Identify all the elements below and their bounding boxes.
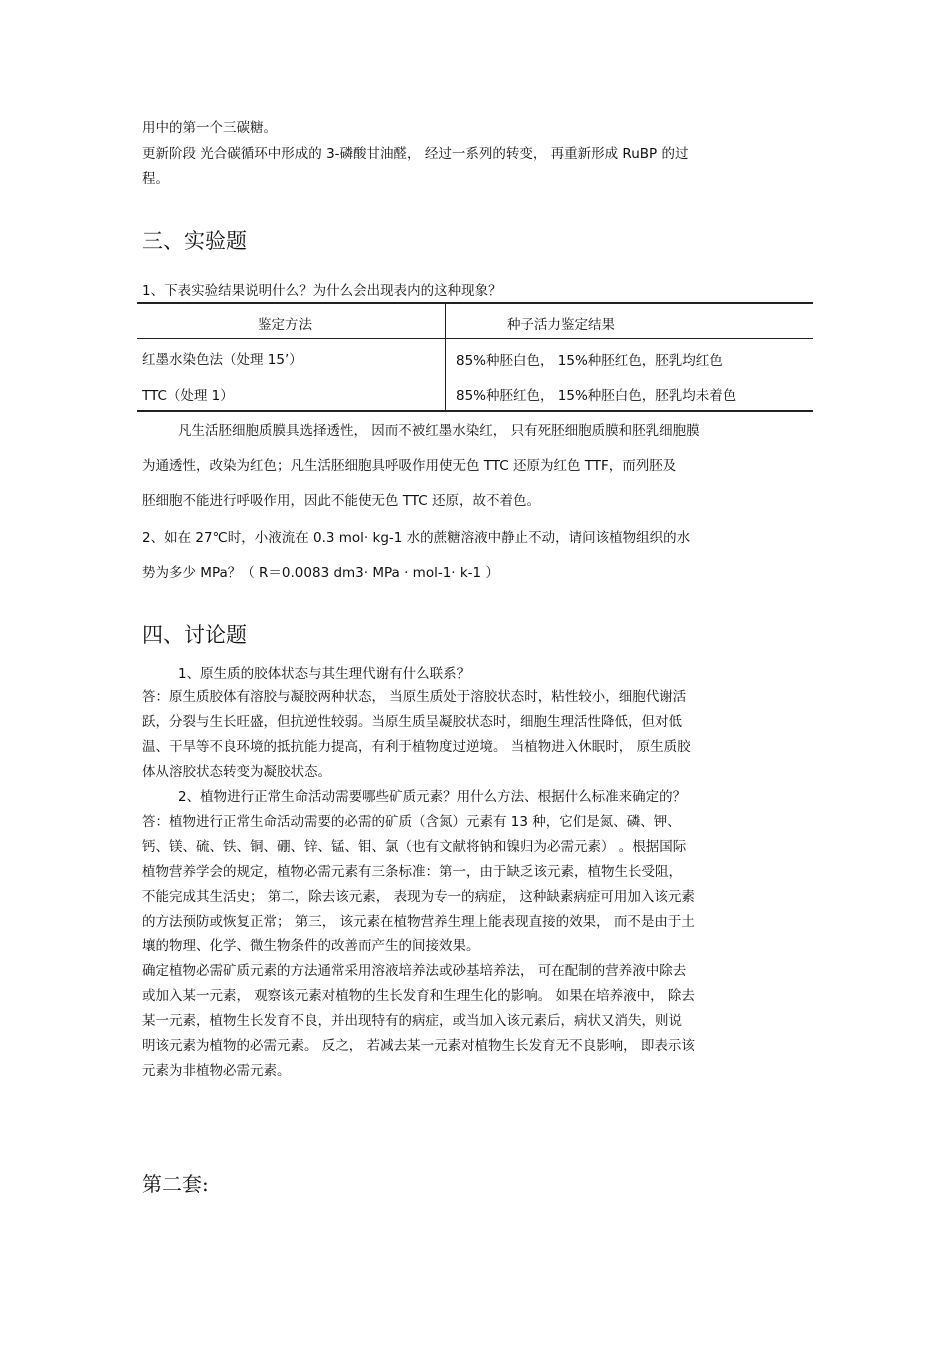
discussion-answer-2-line: 答：植物进行正常生命活动需要的必需的矿质（含氮）元素有 13 种，它们是氮、磷、钾、 (142, 814, 681, 830)
intro-line-2: 更新阶段 光合碳循环中形成的 3-磷酸甘油醛， 经过一系列的转变， 再重新形成 RuBP 的过 (142, 146, 689, 162)
discussion-answer-2-line: 明该元素为植物的必需元素。 反之， 若减去某一元素对植物生长发育无不良影响， 即表示该 (142, 1038, 695, 1054)
table-cell: 85%种胚白色， 15%种胚红色，胚乳均红色 (456, 353, 723, 369)
discussion-answer-1-line: 跃，分裂与生长旺盛，但抗逆性较弱。当原生质呈凝胶状态时，细胞生理活性降低，但对低 (142, 714, 682, 730)
discussion-question-2: 2、植物进行正常生命活动需要哪些矿质元素？用什么方法、根据什么标准来确定的？ (178, 789, 687, 805)
discussion-answer-1-line: 体从溶胶状态转变为凝胶状态。 (142, 764, 331, 780)
discussion-answer-2-line: 元素为非植物必需元素。 (142, 1063, 291, 1079)
discussion-answer-2-line: 不能完成其生活史； 第二，除去该元素， 表现为专一的病症， 这种缺素病症可用加入该元素 (142, 889, 695, 905)
answer-1-line-2: 为通透性，改染为红色；凡生活胚细胞具呼吸作用使无色 TTC 还原为红色 TTF，而列胚及 (142, 458, 677, 474)
table-cell: 红墨水染色法（处理 15’） (142, 352, 303, 368)
second-set-heading: 第二套: (142, 1172, 209, 1196)
section-heading-experiment: 三、实验题 (142, 229, 247, 253)
question-1: 1、下表实验结果说明什么？为什么会出现表内的这种现象？ (142, 283, 502, 299)
discussion-answer-2-line: 植物营养学会的规定，植物必需元素有三条标准：第一，由于缺乏该元素，植物生长受阻， (142, 864, 682, 880)
discussion-answer-1-line: 温、干旱等不良环境的抵抗能力提高，有利于植物度过逆境。 当植物进入休眠时， 原生质胶 (142, 739, 691, 755)
question-2-line-2: 势为多少 MPa？（ R＝0.0083 dm3· MPa · mol-1· k-1 ） (142, 565, 499, 581)
question-2-line-1: 2、如在 27℃时，小液流在 0.3 mol· kg-1 水的蔗糖溶液中静止不动，请问该植物组织的水 (142, 530, 691, 546)
table-header-result: 种子活力鉴定结果 (507, 317, 615, 333)
discussion-answer-2-line: 壤的物理、化学、微生物条件的改善而产生的间接效果。 (142, 938, 480, 954)
intro-line-1: 用中的第一个三碳糖。 (142, 120, 277, 136)
discussion-answer-2-line: 钙、镁、硫、铁、铜、硼、锌、锰、钼、氯（也有文献将钠和镍归为必需元素） 。根据国际 (142, 839, 687, 855)
discussion-answer-2-line: 或加入某一元素， 观察该元素对植物的生长发育和生理生化的影响。 如果在培养液中， 除去 (142, 988, 695, 1004)
answer-1-line-3: 胚细胞不能进行呼吸作用，因此不能使无色 TTC 还原，故不着色。 (142, 493, 540, 509)
table-header-rule (137, 338, 813, 339)
discussion-answer-2-line: 的方法预防或恢复正常； 第三， 该元素在植物营养生理上能表现直接的效果， 而不是由于土 (142, 914, 695, 930)
discussion-answer-1-line: 答：原生质胶体有溶胶与凝胶两种状态， 当原生质处于溶胶状态时，粘性较小，细胞代谢活 (142, 689, 687, 705)
table-top-rule (137, 302, 813, 304)
answer-1-line-1: 凡生活胚细胞质膜具选择透性， 因而不被红墨水染红， 只有死胚细胞质膜和胚乳细胞膜 (178, 423, 700, 439)
table-bottom-rule (137, 410, 813, 412)
discussion-answer-2-line: 确定植物必需矿质元素的方法通常采用溶液培养法或砂基培养法， 可在配制的营养液中除去 (142, 963, 687, 979)
table-cell: TTC（处理 1） (142, 388, 234, 404)
table-column-divider (445, 304, 446, 410)
intro-line-3: 程。 (142, 171, 169, 187)
table-header-method: 鉴定方法 (258, 317, 312, 333)
discussion-answer-2-line: 某一元素，植物生长发育不良，并出现特有的病症，或当加入该元素后，病状又消失，则说 (142, 1013, 682, 1029)
discussion-question-1: 1、原生质的胶体状态与其生理代谢有什么联系？ (178, 666, 471, 682)
table-cell: 85%种胚红色， 15%种胚白色，胚乳均未着色 (456, 388, 737, 404)
section-heading-discussion: 四、讨论题 (142, 623, 247, 647)
